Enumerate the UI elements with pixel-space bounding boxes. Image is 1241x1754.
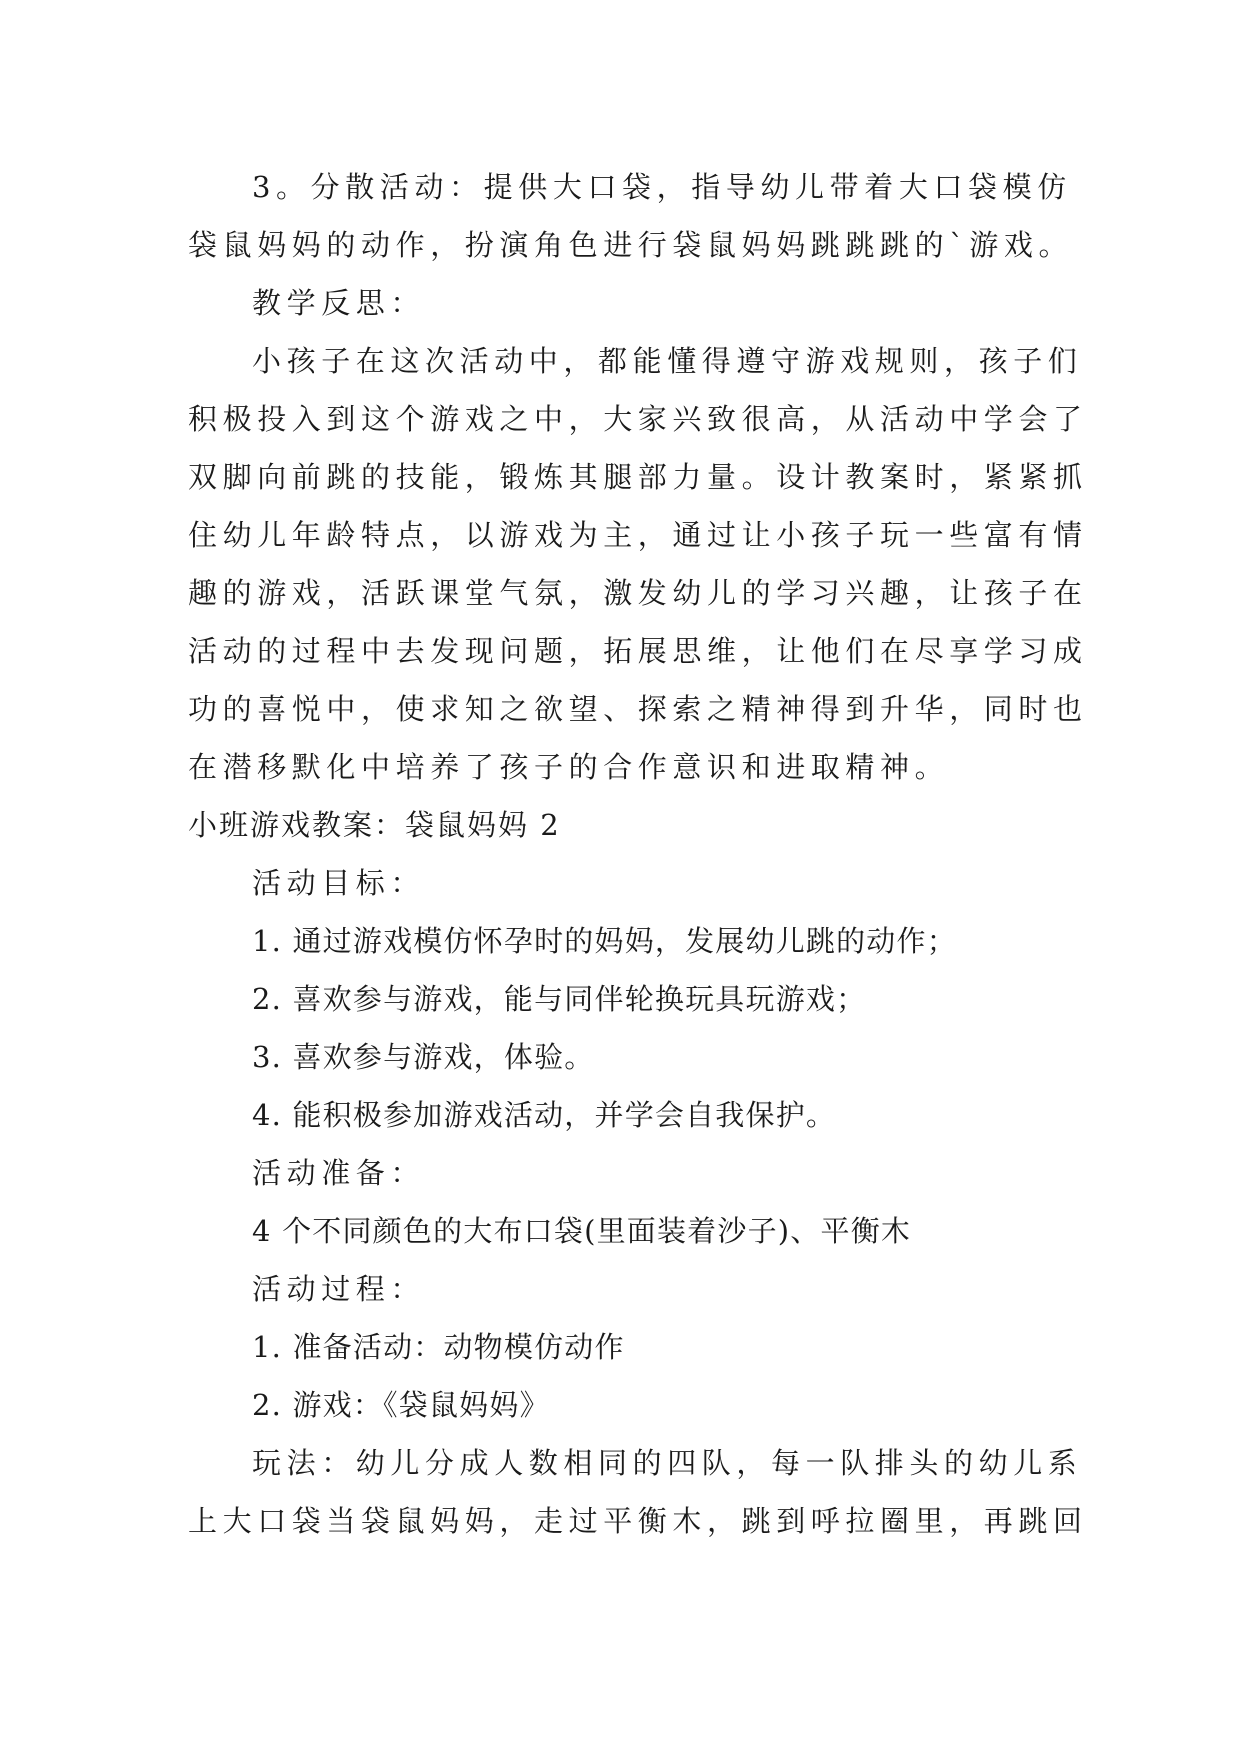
paragraph-line: 在潜移默化中培养了孩子的合作意识和进取精神。: [188, 750, 950, 784]
paragraph-line: 趣的游戏，活跃课堂气氛，激发幼儿的学习兴趣，让孩子在: [188, 576, 1088, 610]
paragraph-line: 功的喜悦中，使求知之欲望、探索之精神得到升华，同时也: [188, 692, 1088, 726]
paragraph-line: 住幼儿年龄特点，以游戏为主，通过让小孩子玩一些富有情: [188, 518, 1088, 552]
paragraph-line: 袋鼠妈妈的动作，扮演角色进行袋鼠妈妈跳跳跳的`游戏。: [188, 228, 1074, 262]
paragraph-line: 3。分散活动：提供大口袋，指导幼儿带着大口袋模仿: [252, 170, 1072, 204]
list-item: 2. 喜欢参与游戏，能与同伴轮换玩具玩游戏；: [252, 982, 867, 1016]
list-item: 3. 喜欢参与游戏，体验。: [252, 1040, 595, 1074]
list-item: 4. 能积极参加游戏活动，并学会自我保护。: [252, 1098, 837, 1132]
list-item: 1. 准备活动：动物模仿动作: [252, 1330, 625, 1364]
paragraph-line: 上大口袋当袋鼠妈妈，走过平衡木，跳到呼拉圈里，再跳回: [188, 1504, 1088, 1538]
section-label: 活动准备：: [252, 1156, 426, 1190]
paragraph-line: 积极投入到这个游戏之中，大家兴致很高，从活动中学会了: [188, 402, 1088, 436]
paragraph-line: 双脚向前跳的技能，锻炼其腿部力量。设计教案时，紧紧抓: [188, 460, 1088, 494]
section-heading: 小班游戏教案：袋鼠妈妈 2: [188, 808, 561, 842]
list-item: 1. 通过游戏模仿怀孕时的妈妈，发展幼儿跳的动作；: [252, 924, 957, 958]
list-item: 2. 游戏：《袋鼠妈妈》: [252, 1388, 550, 1422]
paragraph-line: 4 个不同颜色的大布口袋(里面装着沙子)、平衡木: [252, 1214, 912, 1248]
paragraph-line: 活动的过程中去发现问题，拓展思维，让他们在尽享学习成: [188, 634, 1088, 668]
section-label: 活动过程：: [252, 1272, 426, 1306]
paragraph-line: 小孩子在这次活动中，都能懂得遵守游戏规则，孩子们: [252, 344, 1083, 378]
section-label: 活动目标：: [252, 866, 426, 900]
paragraph-line: 玩法：幼儿分成人数相同的四队，每一队排头的幼儿系: [252, 1446, 1083, 1480]
section-label: 教学反思：: [252, 286, 426, 320]
document-page: [188, 158, 1088, 1550]
